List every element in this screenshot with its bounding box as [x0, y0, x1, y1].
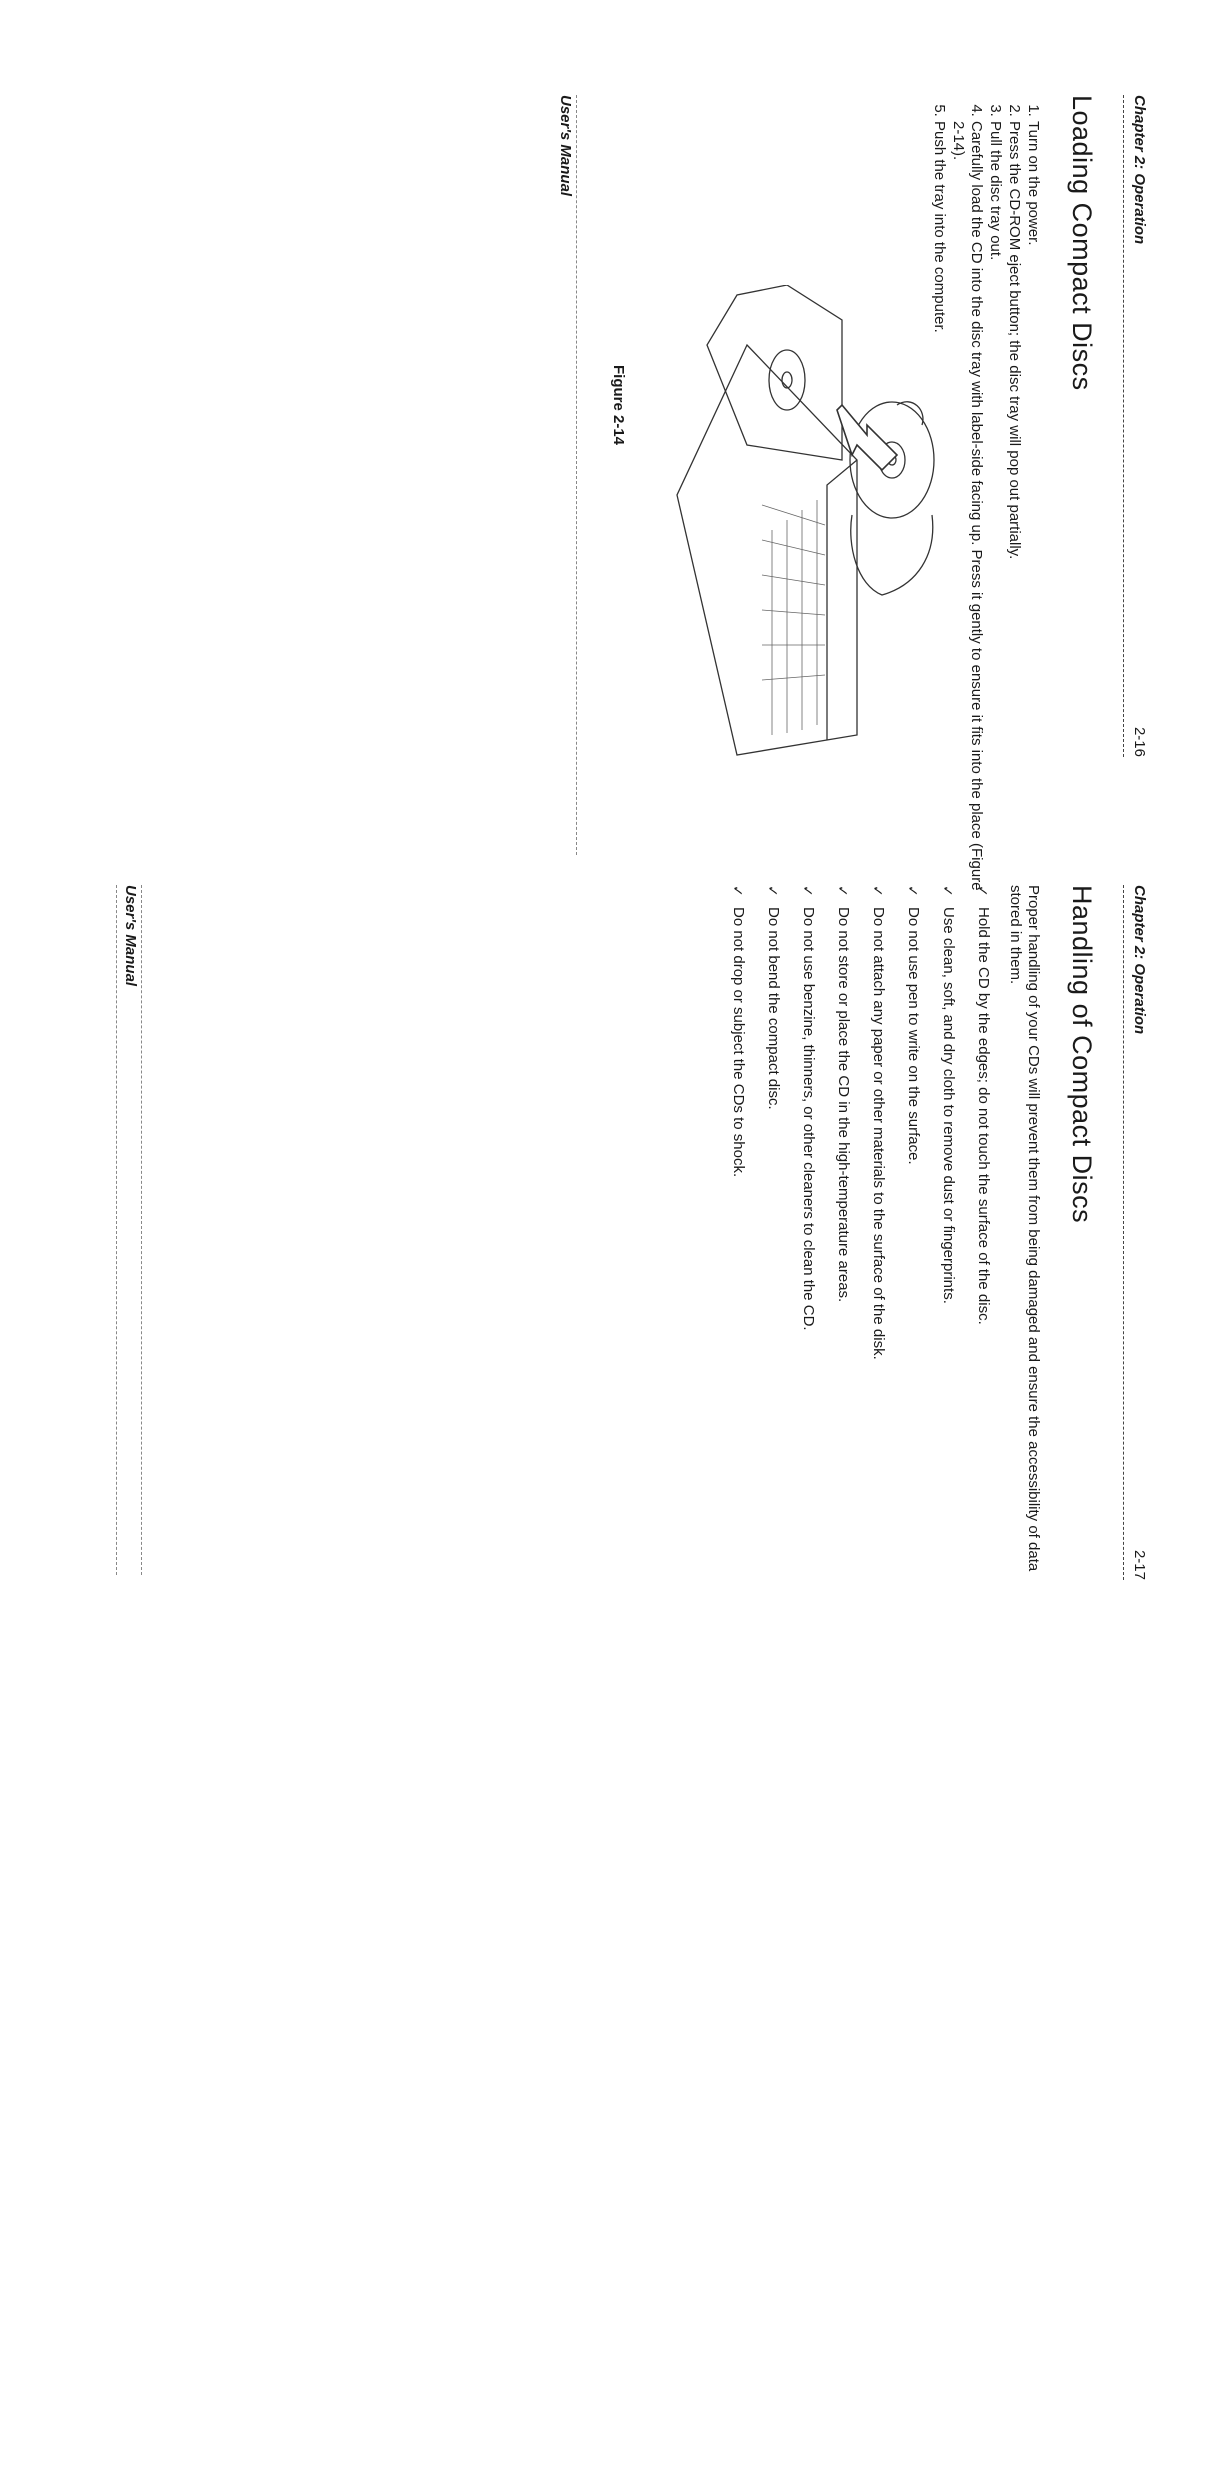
tip-item — [852, 885, 887, 1575]
check-icon: ✓ — [905, 885, 921, 897]
tip-text: Use clean, soft, and dry cloth to remove dust or fingerprints. — [940, 907, 957, 1304]
tip-item — [922, 885, 957, 1575]
step-item: 4. Carefully load the CD into the disc tray with label-side facing up. Press it gently to ensure it fits into the place (Figure 2-14). — [949, 121, 985, 891]
section-title: Loading Compact Discs — [1067, 95, 1097, 391]
step-item: 2. Press the CD-ROM eject button; the disc tray will pop out partially. — [1005, 121, 1023, 891]
loading-steps-list — [929, 95, 1042, 891]
tip-item — [817, 885, 852, 1575]
step-item: 1. Turn on the power. — [1024, 121, 1042, 891]
chapter-label: Chapter 2: Operation — [1131, 885, 1148, 1035]
tip-item — [887, 885, 922, 1575]
check-icon: ✓ — [730, 885, 746, 897]
figure-caption: Figure 2-14 — [610, 365, 627, 446]
step-item: 3. Pull the disc tray out. — [986, 121, 1004, 891]
page-footer — [119, 885, 142, 1575]
tip-text: Do not bend the compact disc. — [765, 907, 782, 1110]
page-header — [1123, 885, 1152, 1580]
tip-text: Do not drop or subject the CDs to shock. — [730, 907, 747, 1178]
tip-item — [747, 885, 782, 1575]
page-number: 2-17 — [1131, 1549, 1148, 1580]
footer-label: User's Manual — [122, 885, 139, 987]
tip-text: Do not store or place the CD in the high-temperature areas. — [835, 907, 852, 1303]
check-icon: ✓ — [940, 885, 956, 897]
tip-text: Do not attach any paper or other materials to the surface of the disk. — [870, 907, 887, 1360]
page-footer — [554, 95, 577, 855]
tip-text: Hold the CD by the edges; do not touch the surface of the disc. — [975, 907, 992, 1325]
intro-paragraph: Proper handling of your CDs will prevent them from being damaged and ensure the accessibility of data stored in them. — [1007, 885, 1042, 1572]
page-number: 2-16 — [1131, 726, 1148, 757]
tip-text: Do not use pen to write on the surface. — [905, 907, 922, 1165]
check-icon: ✓ — [835, 885, 851, 897]
check-icon: ✓ — [800, 885, 816, 897]
cd-loading-illustration — [657, 285, 937, 765]
section-title: Handling of Compact Discs — [1067, 885, 1097, 1224]
manual-page-2-17 — [122, 885, 1152, 2469]
footer-label: User's Manual — [557, 95, 574, 197]
page-footer — [94, 885, 117, 1575]
tip-item — [782, 885, 817, 1575]
page-header — [1123, 95, 1152, 757]
tip-item — [957, 885, 992, 1575]
check-icon: ✓ — [870, 885, 886, 897]
chapter-label: Chapter 2: Operation — [1131, 95, 1148, 245]
check-icon: ✓ — [975, 885, 991, 897]
tip-item — [712, 885, 747, 1575]
handling-tips-list — [712, 885, 992, 1575]
step-item: 5. Push the tray into the computer. — [930, 121, 948, 891]
check-icon: ✓ — [765, 885, 781, 897]
tip-text: Do not use benzine, thinners, or other cleaners to clean the CD. — [800, 907, 817, 1331]
